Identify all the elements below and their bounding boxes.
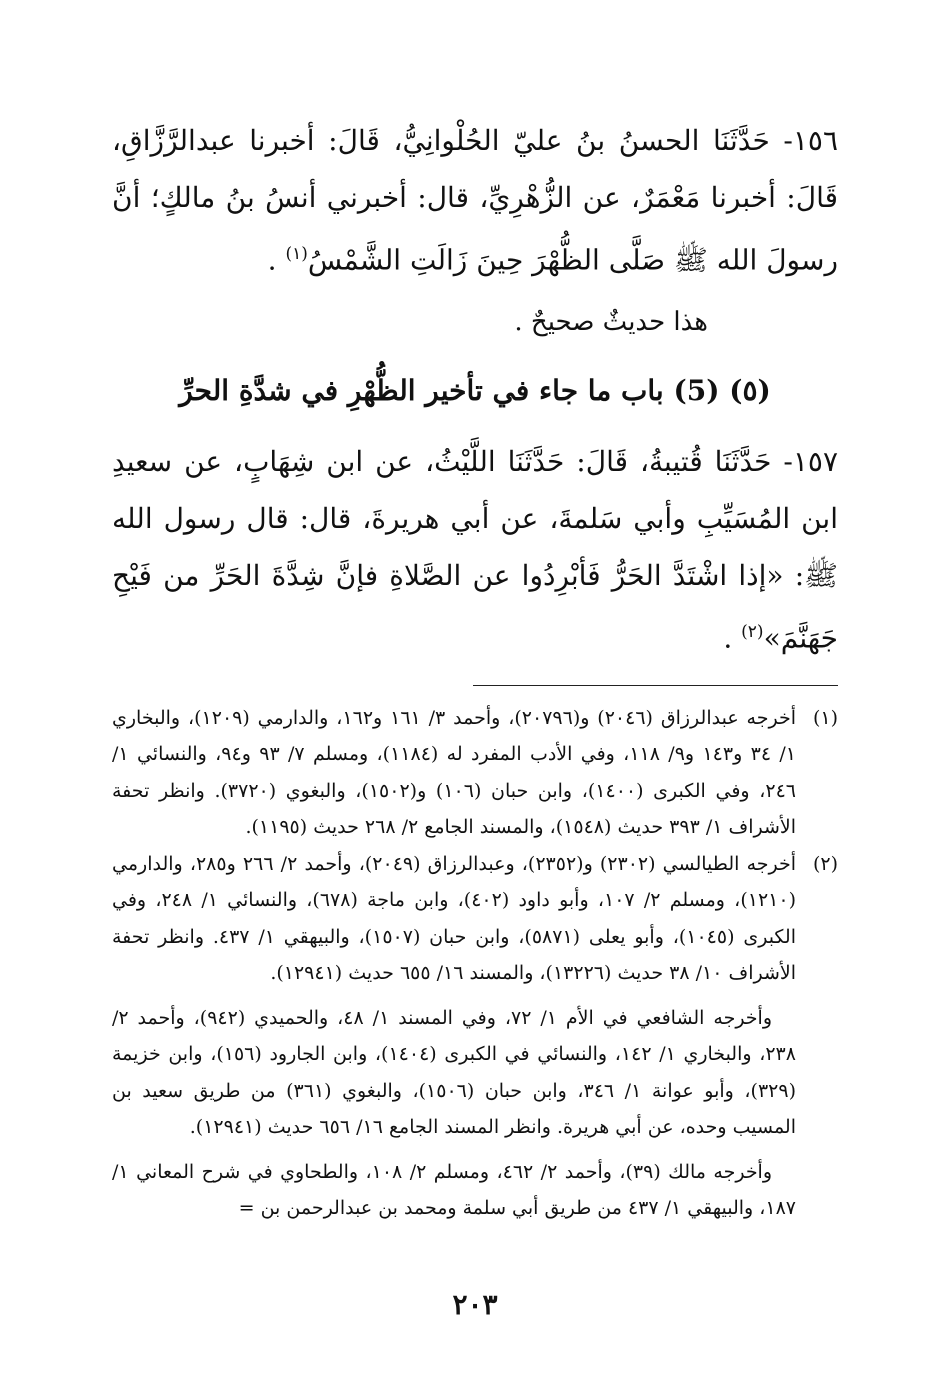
- footnote-paragraph: وأخرجه الشافعي في الأم ١/ ٧٢، وفي المسند ١/ ٤٨، والحميدي (٩٤٢)، وأحمد ٢/ ٢٣٨، والبخاري ١/ ١٤٢، والنسائي في الكبرى (١٤٠٤)، وابن الجارود (١٥٦)، وابن خزيمة (٣٢٩)، وأبو عوانة ١/ ٣٤٦، وابن حبان (١٥٠٦)، والبغوي (٣٦١) من طريق سعيد بن المسيب وحده، عن أبي هريرة. وانظر المسند الجامع ١٦/ ٦٥٦ حديث (١٢٩٤١).: [112, 1006, 796, 1139]
- footnote-ref-1: (١): [285, 244, 308, 264]
- chapter-heading: (٥) (5) باب ما جاء في تأخير الظُّهْرِ في شدَّةِ الحرِّ: [179, 374, 771, 408]
- hadith-156-text: ١٥٦- حَدَّثَنَا الحسنُ بنُ عليّ الحُلْوانِيُّ، قَالَ: أخبرنا عبدالرَّزَّاقِ، قَالَ: أخبرنا مَعْمَرٌ، عن الزُّهْرِيِّ، قال: أخبرني أنسُ بنُ مالكٍ؛ أنَّ رسولَ الله ﷺ صَلَّى الظُّهْرَ حِينَ زَالَتِ الشَّمْسُ: [112, 124, 838, 277]
- hadith-157-end: .: [723, 621, 742, 655]
- footnote-2: [112, 846, 838, 992]
- footnote-divider: [473, 685, 838, 686]
- hadith-157: [112, 433, 838, 666]
- footnote-number: (١): [812, 706, 838, 729]
- hadith-156-end: .: [267, 243, 286, 277]
- hadith-156: [112, 112, 838, 288]
- footnotes: [112, 700, 838, 1227]
- footnote-paragraph: وأخرجه مالك (٣٩)، وأحمد ٢/ ٤٦٢، ومسلم ٢/ ١٠٨، والطحاوي في شرح المعاني ١/ ١٨٧، والبيهقي ١/ ٤٣٧ من طريق أبي سلمة ومحمد بن عبدالرحمن بن =: [112, 1160, 796, 1220]
- footnote-1: [112, 700, 838, 846]
- footnote-text: أخرجه عبدالرزاق (٢٠٤٦) و(٢٠٧٩٦)، وأحمد ٣/ ١٦١ و١٦٢، والدارمي (١٢٠٩)، والبخاري ١/ ٣٤ و١٤٣ و٩/ ١١٨، وفي الأدب المفرد له (١١٨٤)، ومسلم ٧/ ٩٣ و٩٤، والنسائي ١/ ٢٤٦، وفي الكبرى (١٤٠٠)، وابن حبان (١٠٦) و(١٥٠٢)، والبغوي (٣٧٢٠). وانظر تحفة الأشراف ١/ ٣٩٣ حديث (١٥٤٨)، والمسند الجامع ٢/ ٢٦٨ حديث (١١٩٥).: [112, 706, 796, 839]
- footnote-ref-2: (٢): [741, 622, 764, 643]
- footnote-2-continuation: [112, 1000, 838, 1227]
- hadith-grade: هذا حديثٌ صحيحٌ .: [514, 307, 708, 338]
- footnote-text: أخرجه الطيالسي (٢٣٠٢) و(٢٣٥٢)، وعبدالرزاق (٢٠٤٩)، وأحمد ٢/ ٢٦٦ و٢٨٥، والدارمي (١٢١٠)، ومسلم ٢/ ١٠٧، وأبو داود (٤٠٢)، وابن ماجة (٦٧٨)، والنسائي ١/ ٢٤٨، وفي الكبرى (١٠٤٥)، وأبو يعلى (٥٨٧١)، وابن حبان (١٥٠٧)، والبيهقي ١/ ٤٣٧. وانظر تحفة الأشراف ١٠/ ٣٨ حديث (١٣٢٢٦)، والمسند ١٦/ ٦٥٥ حديث (١٢٩٤١).: [112, 852, 797, 985]
- footnote-number: (٢): [812, 852, 838, 875]
- hadith-157-text: ١٥٧- حَدَّثَنَا قُتيبةُ، قَالَ: حَدَّثَنَا اللَّيْثُ، عن ابن شِهَابٍ، عن سعيدِ ابن المُسَيِّبِ وأبي سَلمةَ، عن أبي هريرةَ، قال: قال رسول الله ﷺ: «إذا اشْتَدَّ الحَرُّ فَأبْرِدُوا عن الصَّلاةِ فإنَّ شِدَّةَ الحَرِّ من فَيْحِ جَهَنَّمَ»: [112, 445, 838, 655]
- page-number: ٢٠٣: [452, 1288, 498, 1321]
